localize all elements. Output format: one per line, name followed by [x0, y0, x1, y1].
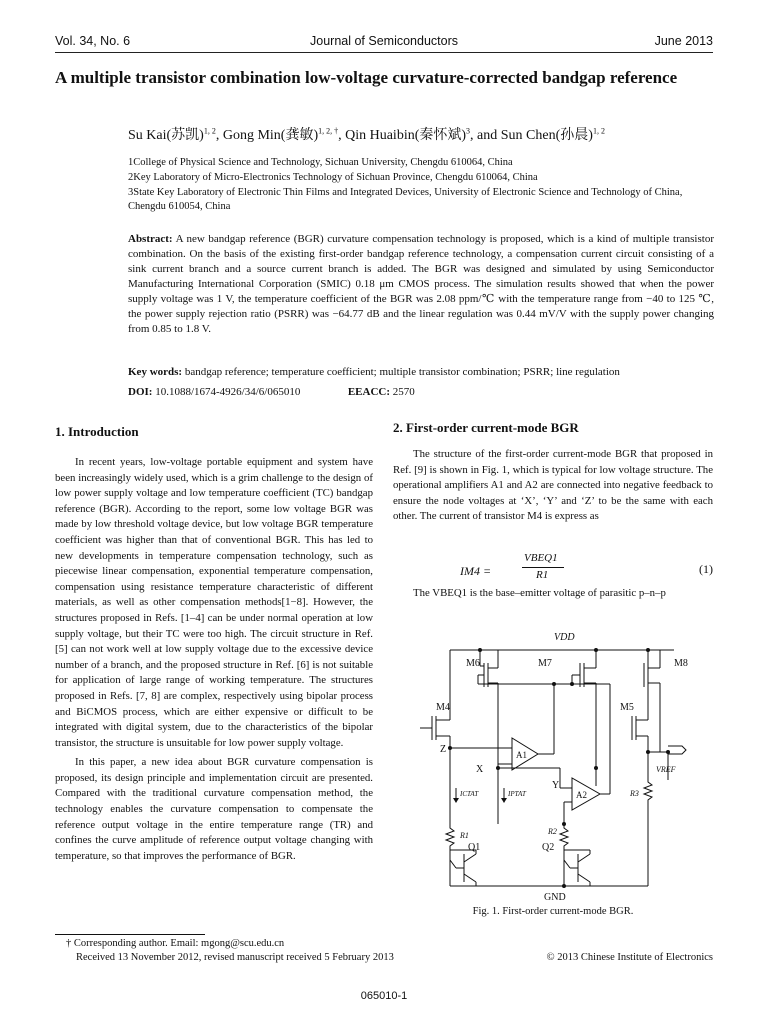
- paper-title: A multiple transistor combination low-voltage curvature-corrected bandgap reference: [55, 68, 678, 87]
- label-r3: R3: [630, 789, 639, 798]
- author-list: Su Kai(苏凯)$^{1, 2}$, Gong Min(龚敏)$^{1, 2, \dagger}$, Qin Huaibin(秦怀斌)$^3$, and Sun Chen(孙晨)$^{1, 2}$: [128, 126, 605, 143]
- equation-lhs: IM4 =: [460, 564, 492, 578]
- keywords: [128, 366, 714, 378]
- label-gnd: GND: [544, 892, 566, 903]
- equation-denominator: R1: [536, 569, 549, 581]
- doi-value: 10.1088/1674-4926/34/6/065010: [155, 386, 301, 398]
- label-q1: Q1: [468, 842, 481, 853]
- label-y: Y: [552, 780, 560, 791]
- section-1-body: [55, 455, 373, 864]
- label-vdd: VDD: [554, 632, 575, 643]
- label-m7: M7: [538, 658, 552, 669]
- abstract-label: Abstract:: [128, 233, 173, 245]
- section-1-heading: 1. Introduction: [55, 424, 139, 439]
- affiliation-1: 1College of Physical Science and Technology, Sichuan University, Chengdu 610064, China: [128, 157, 513, 168]
- section-2-paragraph-1: The structure of the first-order current-mode BGR that proposed in Ref. [9] is shown in Fig. 1, which is typical for low voltage structure. The operational amplifiers A1 and A2 are connected into negative feedback to ensure the node voltages at ‘X’, ‘Y’ and ‘Z’ to be the same with each other. The current of transistor M4 is express as: [393, 448, 713, 523]
- circuit-diagram: [420, 628, 710, 906]
- affiliation-2: 2Key Laboratory of Micro-Electronics Technology of Sichuan Province, Chengdu 610064, China: [128, 172, 538, 183]
- header-rule: [55, 52, 713, 53]
- copyright: © 2013 Chinese Institute of Electronics: [546, 952, 713, 963]
- label-vref: VREF: [656, 765, 676, 774]
- label-r1: R1: [460, 831, 469, 840]
- section-2-heading: 2. First-order current-mode BGR: [393, 420, 579, 435]
- section-2-body: [393, 447, 713, 525]
- issue-date: June 2013: [654, 34, 713, 48]
- label-m5: M5: [620, 702, 634, 713]
- eeacc-label: EEACC:: [347, 386, 391, 398]
- label-m8: M8: [674, 658, 688, 669]
- label-ictat: ICTAT: [460, 790, 479, 798]
- label-z: Z: [440, 744, 447, 755]
- journal-name: Journal of Semiconductors: [310, 34, 458, 48]
- received-dates: Received 13 November 2012, revised manuscript received 5 February 2013: [76, 952, 394, 963]
- equation-numerator: VBEQ1: [524, 552, 558, 564]
- doi-label: DOI:: [128, 386, 153, 398]
- abstract: [128, 232, 714, 337]
- intro-paragraph-1: In recent years, low-voltage portable equipment and system have been increasingly widely used, which is a grim challenge to the design of low power supply voltage and low temperature coefficient (TC) bandgap reference (BGR). According to the report, some low voltage BGR was made by low threshold voltage device, but low voltage BGR temperature coefficient was higher than that of conventional BGR. This has led to new developments in temperature compensation technology, such as piecewise linear compensation, exponential temperature compensation, compensation using resistance temperature characteristic of different materials, as well as other compensation methods[1−8]. However, the structures proposed in Refs. [1–4] can be under normal operation at low supply voltage, but their TC were too high. The circuit structure in Ref. [5] can not work well at low supply voltage due to the excessive device number of a branch, and the proposed structure in Ref. [6] is not suitable for application of large range of working temperature. The structures proposed in Refs. [7, 8] are complex, respectively using bipolar process and BiCMOS process, which are either expensive or difficult to be integrated with digital system, due to the characteristics of the bipolar transistor, the structure is unsuitable for low power supply voltage.: [55, 456, 373, 749]
- section-2-paragraph-2-wrap: [393, 586, 713, 602]
- footnote-rule: [55, 934, 205, 935]
- doi-line: [128, 386, 415, 398]
- label-iptat: IPTAT: [508, 790, 526, 798]
- label-a1: A1: [516, 750, 527, 760]
- intro-paragraph-2: In this paper, a new idea about BGR curvature compensation is proposed, its design principle and implementation circuit are presented. Compared with the traditional curvature compensation method, the technology enables the curvature compensation to compensate the reference output voltage in the entire temperature range (TR) and confines the curve amplitude of reference output voltage changing with temperature, so that improves the performance of BGR.: [55, 756, 373, 862]
- label-q2: Q2: [542, 842, 555, 853]
- affiliation-3: 3State Key Laboratory of Electronic Thin Films and Integrated Devices, University of Electronic Science and Technology of China, Chengdu 610054, China: [128, 187, 683, 212]
- section-2-paragraph-2: The VBEQ1 is the base–emitter voltage of parasitic p–n–p: [413, 587, 666, 599]
- label-r2: R2: [548, 827, 557, 836]
- abstract-text: A new bandgap reference (BGR) curvature compensation technology is proposed, which is a kind of multiple transistor combination. On the basis of the existing first-order bandgap reference technology, a compensation current circuit consisting of a sink current branch and a source current branch is added. The BGR was designed and simulated by using Semiconductor Manufacturing International Corporation (SMIC) 0.18 μm CMOS process. The simulation results showed that when the power supply voltage was 1 V, the temperature coefficient of the BGR was 2.08 ppm/℃ with the temperature range from −40 to 125 ℃, the power supply rejection ratio (PSRR) was −64.77 dB and the linear regulation was 0.44 mV/V with the supply power changing from 0.85 to 1.8 V.: [128, 233, 714, 335]
- page-number: 065010-1: [360, 990, 408, 1002]
- keywords-label: Key words:: [128, 366, 183, 378]
- label-a2: A2: [576, 790, 587, 800]
- label-m4: M4: [436, 702, 450, 713]
- figure-caption: Fig. 1. First-order current-mode BGR.: [472, 906, 634, 917]
- keywords-text: bandgap reference; temperature coefficient; multiple transistor combination; PSRR; line regulation: [184, 366, 620, 378]
- fraction-bar: [522, 567, 564, 568]
- label-m6: M6: [466, 658, 480, 669]
- equation-number: (1): [699, 562, 713, 576]
- journal-volume: Vol. 34, No. 6: [55, 34, 131, 48]
- label-x: X: [476, 764, 484, 775]
- eeacc-value: 2570: [392, 386, 415, 398]
- corresponding-author: † Corresponding author. Email: mgong@scu.edu.cn: [66, 938, 285, 949]
